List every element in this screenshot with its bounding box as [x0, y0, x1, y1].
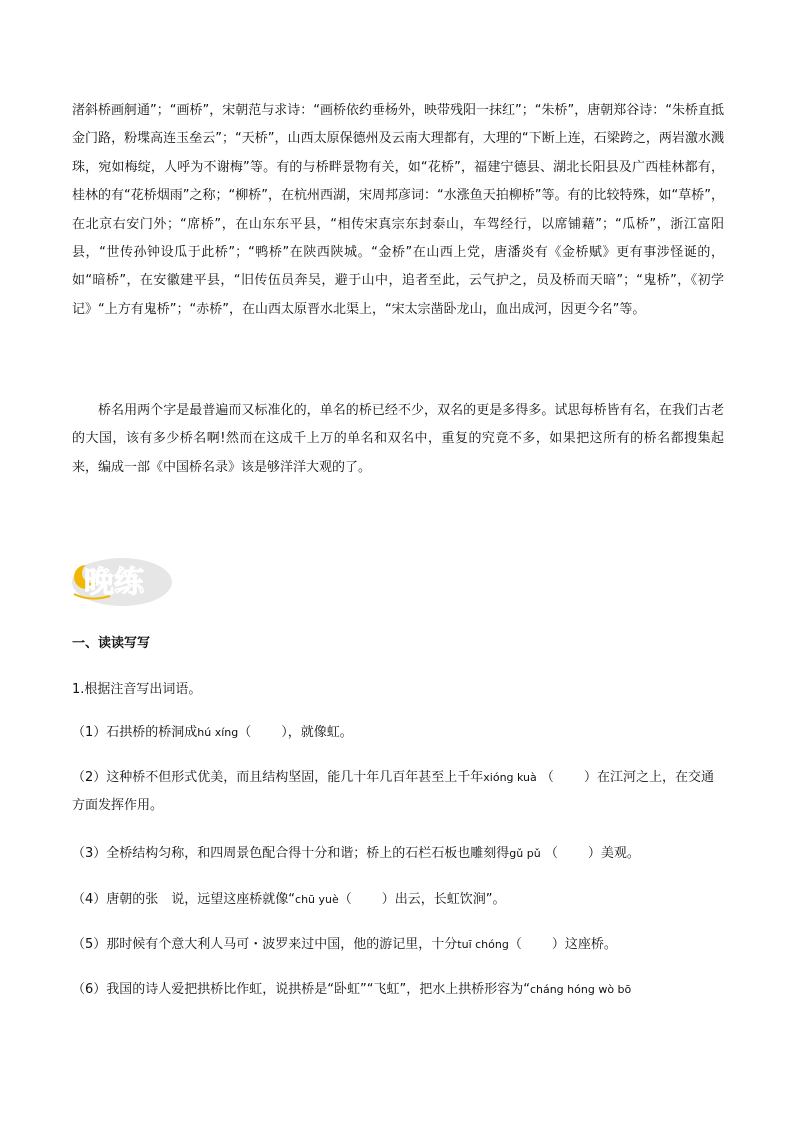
passage-paragraph-1: 渚斜桥画舸通”；“画桥”，宋朝范与求诗：“画桥依约垂杨外，映带残阳一抹红”；“朱桥”，唐朝郑谷诗：“朱桥直抵金门路，粉堞高连玉垒云”；“天桥”，山西太原保德州及云南大理都有，大理的“下断上连，石梁跨之，两岩激水溅珠，宛如梅绽，人呼为不谢梅”等。有的与桥畔景物有关，如“花桥”，福建宁德县、湖北长阳县及广西桂林都有，桂林的有“花桥烟雨”之称；“柳桥”，在杭州西湖，宋周邦彦词：“水涨鱼天拍柳桥”等。有的比较特殊，如“草桥”，在北京右安门外；“席桥”，在山东东平县，“相传宋真宗东封泰山，车驾经行，以席铺藉”；“瓜桥”，浙江富阳县，“世传孙钟设瓜于此桥”；“鸭桥”在陕西陕城。“金桥”在山西上党，唐潘炎有《金桥赋》更有事涉怪诞的，如“暗桥”，在安徽建平县，“旧传伍员奔吴，避于山中，追者至此，云气护之，员及桥而天暗”；“鬼桥”，《初学记》“上方有鬼桥”；“赤桥”，在山西太原晋水北渠上，“宋太宗凿卧龙山，血出成河，因更今名”等。	[72, 103, 724, 317]
pinyin: hú xíng	[197, 726, 239, 739]
pinyin: cháng hóng wò bō	[529, 983, 632, 996]
section-heading: 一、读读写写	[72, 636, 151, 651]
question-item-5: （5）那时候有个意大利人马可・波罗来过中国，他的游记里，十分tuī chóng（ ）这座桥。	[72, 937, 617, 952]
logo-text: 晚练	[84, 565, 144, 600]
question-title: 1.根据注音写出词语。	[72, 682, 202, 697]
passage-paragraph-2: 桥名用两个字是最普遍而又标准化的，单名的桥已经不少，双名的更是多得多。试思每桥皆有名，在我们古老的大国，该有多少桥名啊!然而在这成千上万的单名和双名中，重复的究竟不多，如果把这所有的桥名都搜集起来，编成一部《中国桥名录》该是够洋洋大观的了。	[72, 403, 724, 475]
question-item-1: （1）石拱桥的桥洞成hú xíng（ ），就像虹。	[72, 725, 353, 740]
pinyin: xióng kuà	[483, 771, 537, 784]
pinyin: chū yuè	[295, 893, 339, 906]
pinyin: gǔ pǔ	[509, 847, 541, 860]
question-item-6: （6）我国的诗人爱把拱桥比作虹，说拱桥是“卧虹”“飞虹”，把水上拱桥形容为“cháng hóng wò bō	[72, 982, 632, 997]
question-item-2: （2）这种桥不但形式优美，而且结构坚固，能几十年几百年甚至上千年xióng kuà （ ）在江河之上，在交通方面发挥作用。	[72, 770, 714, 813]
evening-practice-logo	[70, 552, 174, 608]
question-item-3: （3）全桥结构匀称，和四周景色配合得十分和谐；桥上的石栏石板也雕刻得gǔ pǔ （ ）美观。	[72, 846, 640, 861]
question-item-4: （4）唐朝的张 说，远望这座桥就像“chū yuè（ ）出云，长虹饮涧”。	[72, 892, 506, 907]
pinyin: tuī chóng	[457, 938, 509, 951]
